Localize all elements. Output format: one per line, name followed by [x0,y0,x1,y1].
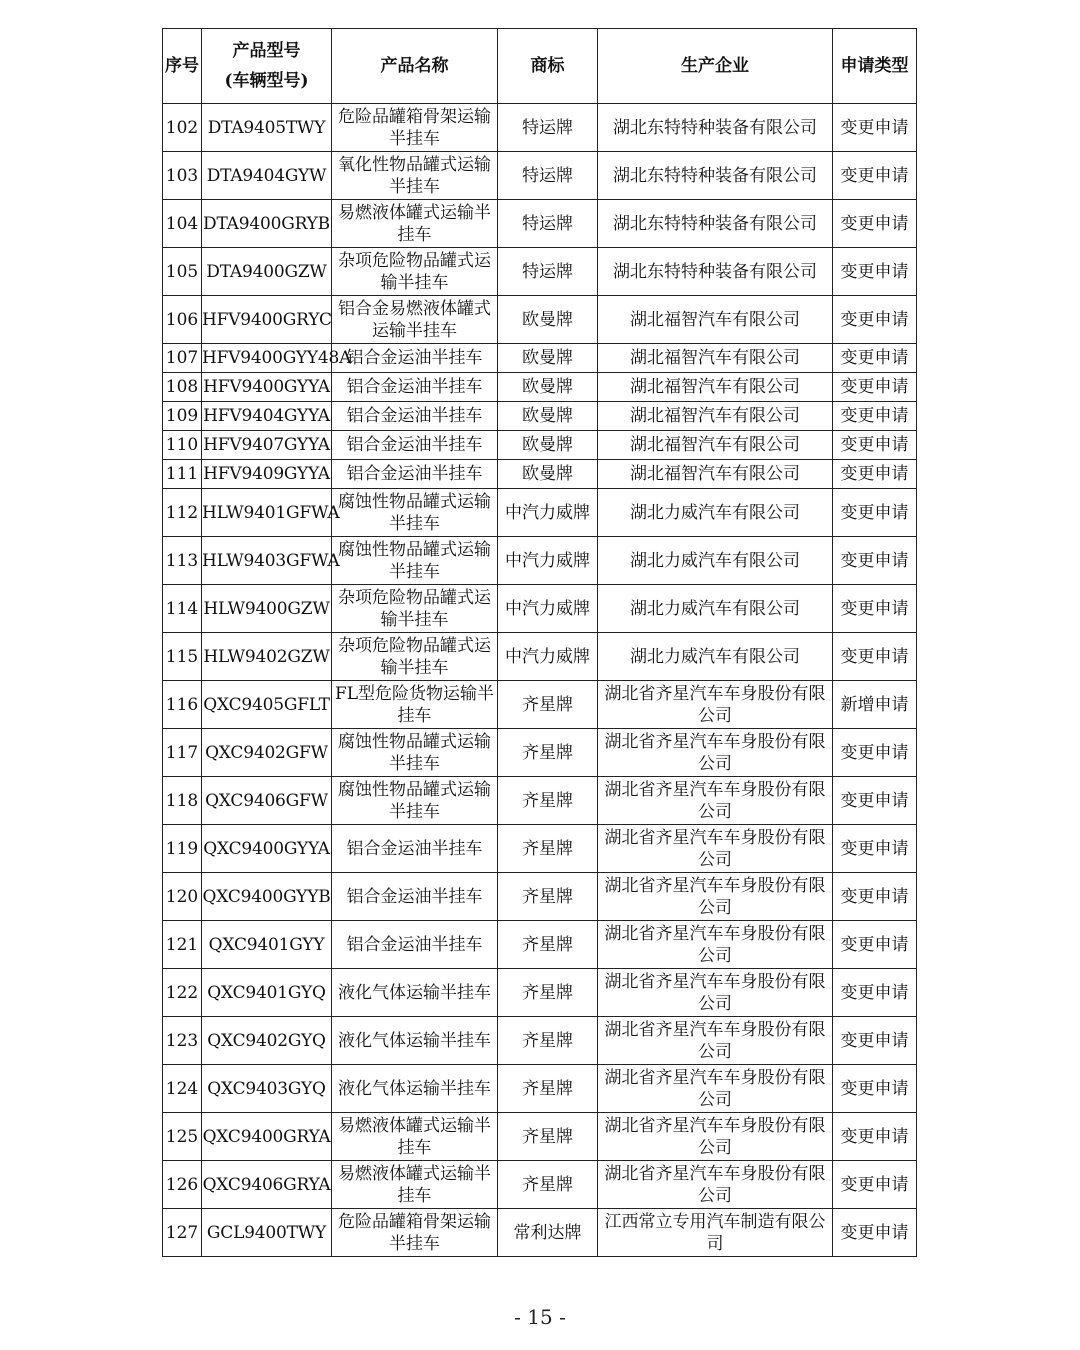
row-application-type: 新增申请 [833,681,917,729]
row-application-type: 变更申请 [833,296,917,344]
row-product-name: 铝合金运油半挂车 [332,402,498,431]
row-manufacturer: 湖北省齐星汽车车身股份有限公司 [598,1161,833,1209]
table-row [163,1113,917,1161]
row-application-type: 变更申请 [833,585,917,633]
row-model: DTA9404GYW [202,152,332,200]
row-brand: 中汽力威牌 [498,489,598,537]
row-seq: 115 [163,633,202,681]
row-product-name: 易燃液体罐式运输半挂车 [332,200,498,248]
row-brand: 齐星牌 [498,729,598,777]
table-row [163,344,917,373]
table-row [163,777,917,825]
table-header-row [163,29,917,104]
row-brand: 齐星牌 [498,1017,598,1065]
row-application-type: 变更申请 [833,633,917,681]
row-product-name: 铝合金运油半挂车 [332,921,498,969]
table-row [163,969,917,1017]
row-product-name: 危险品罐箱骨架运输半挂车 [332,104,498,152]
header-manufacturer: 生产企业 [598,29,833,104]
row-product-name: 铝合金运油半挂车 [332,373,498,402]
row-application-type: 变更申请 [833,373,917,402]
row-model: HFV9400GYY48A [202,344,332,373]
row-brand: 欧曼牌 [498,296,598,344]
row-product-name: FL型危险货物运输半挂车 [332,681,498,729]
row-manufacturer: 湖北力威汽车有限公司 [598,585,833,633]
table-row [163,585,917,633]
row-product-name: 铝合金运油半挂车 [332,431,498,460]
row-brand: 欧曼牌 [498,373,598,402]
row-seq: 117 [163,729,202,777]
row-brand: 中汽力威牌 [498,633,598,681]
row-manufacturer: 湖北福智汽车有限公司 [598,402,833,431]
row-product-name: 液化气体运输半挂车 [332,1017,498,1065]
row-brand: 欧曼牌 [498,460,598,489]
row-seq: 112 [163,489,202,537]
row-product-name: 易燃液体罐式运输半挂车 [332,1113,498,1161]
row-application-type: 变更申请 [833,969,917,1017]
table-row [163,633,917,681]
row-model: HFV9409GYYA [202,460,332,489]
row-model: DTA9400GRYB [202,200,332,248]
row-application-type: 变更申请 [833,921,917,969]
table-row [163,402,917,431]
table-row [163,1017,917,1065]
vehicle-registration-table [162,28,917,1257]
row-seq: 121 [163,921,202,969]
row-model: DTA9405TWY [202,104,332,152]
row-model: QXC9406GFW [202,777,332,825]
row-manufacturer: 湖北福智汽车有限公司 [598,296,833,344]
row-model: GCL9400TWY [202,1209,332,1257]
table-row [163,373,917,402]
row-application-type: 变更申请 [833,152,917,200]
row-model: HFV9400GRYC [202,296,332,344]
row-product-name: 腐蚀性物品罐式运输半挂车 [332,489,498,537]
row-application-type: 变更申请 [833,873,917,921]
header-brand: 商标 [498,29,598,104]
row-manufacturer: 湖北省齐星汽车车身股份有限公司 [598,1017,833,1065]
row-model: DTA9400GZW [202,248,332,296]
row-model: QXC9400GYYB [202,873,332,921]
row-application-type: 变更申请 [833,344,917,373]
table-row [163,1065,917,1113]
row-brand: 齐星牌 [498,1161,598,1209]
row-brand: 常利达牌 [498,1209,598,1257]
row-seq: 114 [163,585,202,633]
row-application-type: 变更申请 [833,537,917,585]
row-brand: 欧曼牌 [498,402,598,431]
row-application-type: 变更申请 [833,200,917,248]
row-application-type: 变更申请 [833,1017,917,1065]
row-application-type: 变更申请 [833,489,917,537]
row-manufacturer: 湖北东特特种装备有限公司 [598,200,833,248]
row-model: HFV9404GYYA [202,402,332,431]
row-manufacturer: 湖北力威汽车有限公司 [598,633,833,681]
row-model: QXC9400GRYA [202,1113,332,1161]
row-seq: 103 [163,152,202,200]
row-manufacturer: 湖北力威汽车有限公司 [598,489,833,537]
row-application-type: 变更申请 [833,402,917,431]
header-type: 申请类型 [833,29,917,104]
row-manufacturer: 湖北东特特种装备有限公司 [598,104,833,152]
row-application-type: 变更申请 [833,1113,917,1161]
header-model [202,29,332,104]
row-manufacturer: 湖北福智汽车有限公司 [598,344,833,373]
row-product-name: 铝合金易燃液体罐式运输半挂车 [332,296,498,344]
table-row [163,921,917,969]
row-model: QXC9401GYQ [202,969,332,1017]
row-product-name: 铝合金运油半挂车 [332,825,498,873]
row-brand: 特运牌 [498,152,598,200]
row-manufacturer: 江西常立专用汽车制造有限公司 [598,1209,833,1257]
row-product-name: 杂项危险物品罐式运输半挂车 [332,585,498,633]
row-brand: 齐星牌 [498,825,598,873]
row-application-type: 变更申请 [833,777,917,825]
row-seq: 122 [163,969,202,1017]
table-row [163,104,917,152]
row-model: QXC9406GRYA [202,1161,332,1209]
row-product-name: 铝合金运油半挂车 [332,344,498,373]
row-manufacturer: 湖北省齐星汽车车身股份有限公司 [598,921,833,969]
row-model: HFV9407GYYA [202,431,332,460]
row-product-name: 铝合金运油半挂车 [332,873,498,921]
row-product-name: 腐蚀性物品罐式运输半挂车 [332,729,498,777]
row-brand: 中汽力威牌 [498,537,598,585]
row-manufacturer: 湖北省齐星汽车车身股份有限公司 [598,777,833,825]
row-application-type: 变更申请 [833,1065,917,1113]
header-seq: 序号 [163,29,202,104]
table-row [163,296,917,344]
row-brand: 齐星牌 [498,1113,598,1161]
table-row [163,248,917,296]
row-application-type: 变更申请 [833,460,917,489]
row-manufacturer: 湖北福智汽车有限公司 [598,431,833,460]
row-manufacturer: 湖北省齐星汽车车身股份有限公司 [598,1113,833,1161]
row-seq: 111 [163,460,202,489]
row-brand: 欧曼牌 [498,344,598,373]
row-seq: 104 [163,200,202,248]
row-manufacturer: 湖北福智汽车有限公司 [598,373,833,402]
row-product-name: 液化气体运输半挂车 [332,1065,498,1113]
table-row [163,873,917,921]
row-product-name: 氧化性物品罐式运输半挂车 [332,152,498,200]
row-application-type: 变更申请 [833,1209,917,1257]
row-seq: 124 [163,1065,202,1113]
row-model: QXC9400GYYA [202,825,332,873]
row-model: HLW9403GFWA [202,537,332,585]
table-row [163,489,917,537]
row-model: HLW9402GZW [202,633,332,681]
row-seq: 120 [163,873,202,921]
row-seq: 123 [163,1017,202,1065]
row-brand: 欧曼牌 [498,431,598,460]
row-manufacturer: 湖北省齐星汽车车身股份有限公司 [598,1065,833,1113]
row-manufacturer: 湖北东特特种装备有限公司 [598,152,833,200]
header-model-line1: 产品型号 [232,41,301,61]
row-seq: 127 [163,1209,202,1257]
row-brand: 齐星牌 [498,681,598,729]
row-application-type: 变更申请 [833,1161,917,1209]
row-brand: 特运牌 [498,104,598,152]
table-row [163,825,917,873]
row-seq: 113 [163,537,202,585]
row-seq: 119 [163,825,202,873]
row-model: HLW9401GFWA [202,489,332,537]
row-application-type: 变更申请 [833,248,917,296]
row-manufacturer: 湖北省齐星汽车车身股份有限公司 [598,825,833,873]
row-application-type: 变更申请 [833,825,917,873]
row-brand: 齐星牌 [498,1065,598,1113]
row-seq: 105 [163,248,202,296]
row-seq: 118 [163,777,202,825]
row-seq: 102 [163,104,202,152]
row-product-name: 腐蚀性物品罐式运输半挂车 [332,537,498,585]
row-application-type: 变更申请 [833,729,917,777]
row-application-type: 变更申请 [833,431,917,460]
row-model: HLW9400GZW [202,585,332,633]
row-seq: 106 [163,296,202,344]
row-brand: 齐星牌 [498,969,598,1017]
row-model: QXC9402GFW [202,729,332,777]
row-model: QXC9402GYQ [202,1017,332,1065]
row-seq: 107 [163,344,202,373]
row-model: QXC9401GYY [202,921,332,969]
row-brand: 齐星牌 [498,921,598,969]
table-row [163,431,917,460]
row-seq: 116 [163,681,202,729]
table-row [163,681,917,729]
row-brand: 特运牌 [498,248,598,296]
row-product-name: 液化气体运输半挂车 [332,969,498,1017]
row-product-name: 危险品罐箱骨架运输半挂车 [332,1209,498,1257]
header-name: 产品名称 [332,29,498,104]
row-manufacturer: 湖北省齐星汽车车身股份有限公司 [598,681,833,729]
table-body [163,104,917,1257]
table-row [163,152,917,200]
row-brand: 中汽力威牌 [498,585,598,633]
row-brand: 齐星牌 [498,873,598,921]
row-brand: 齐星牌 [498,777,598,825]
row-seq: 110 [163,431,202,460]
row-manufacturer: 湖北省齐星汽车车身股份有限公司 [598,969,833,1017]
row-product-name: 铝合金运油半挂车 [332,460,498,489]
row-product-name: 杂项危险物品罐式运输半挂车 [332,633,498,681]
row-manufacturer: 湖北福智汽车有限公司 [598,460,833,489]
header-model-line2: (车辆型号) [224,71,309,91]
row-seq: 109 [163,402,202,431]
row-product-name: 腐蚀性物品罐式运输半挂车 [332,777,498,825]
table-row [163,460,917,489]
row-model: HFV9400GYYA [202,373,332,402]
row-seq: 125 [163,1113,202,1161]
table-row [163,200,917,248]
table-row [163,537,917,585]
row-manufacturer: 湖北省齐星汽车车身股份有限公司 [598,729,833,777]
row-model: QXC9405GFLT [202,681,332,729]
row-application-type: 变更申请 [833,104,917,152]
page-number: - 15 - [514,1305,566,1329]
row-manufacturer: 湖北东特特种装备有限公司 [598,248,833,296]
table-row [163,1209,917,1257]
row-model: QXC9403GYQ [202,1065,332,1113]
row-product-name: 易燃液体罐式运输半挂车 [332,1161,498,1209]
row-brand: 特运牌 [498,200,598,248]
row-seq: 108 [163,373,202,402]
table-row [163,1161,917,1209]
table-row [163,729,917,777]
row-product-name: 杂项危险物品罐式运输半挂车 [332,248,498,296]
row-seq: 126 [163,1161,202,1209]
row-manufacturer: 湖北力威汽车有限公司 [598,537,833,585]
row-manufacturer: 湖北省齐星汽车车身股份有限公司 [598,873,833,921]
